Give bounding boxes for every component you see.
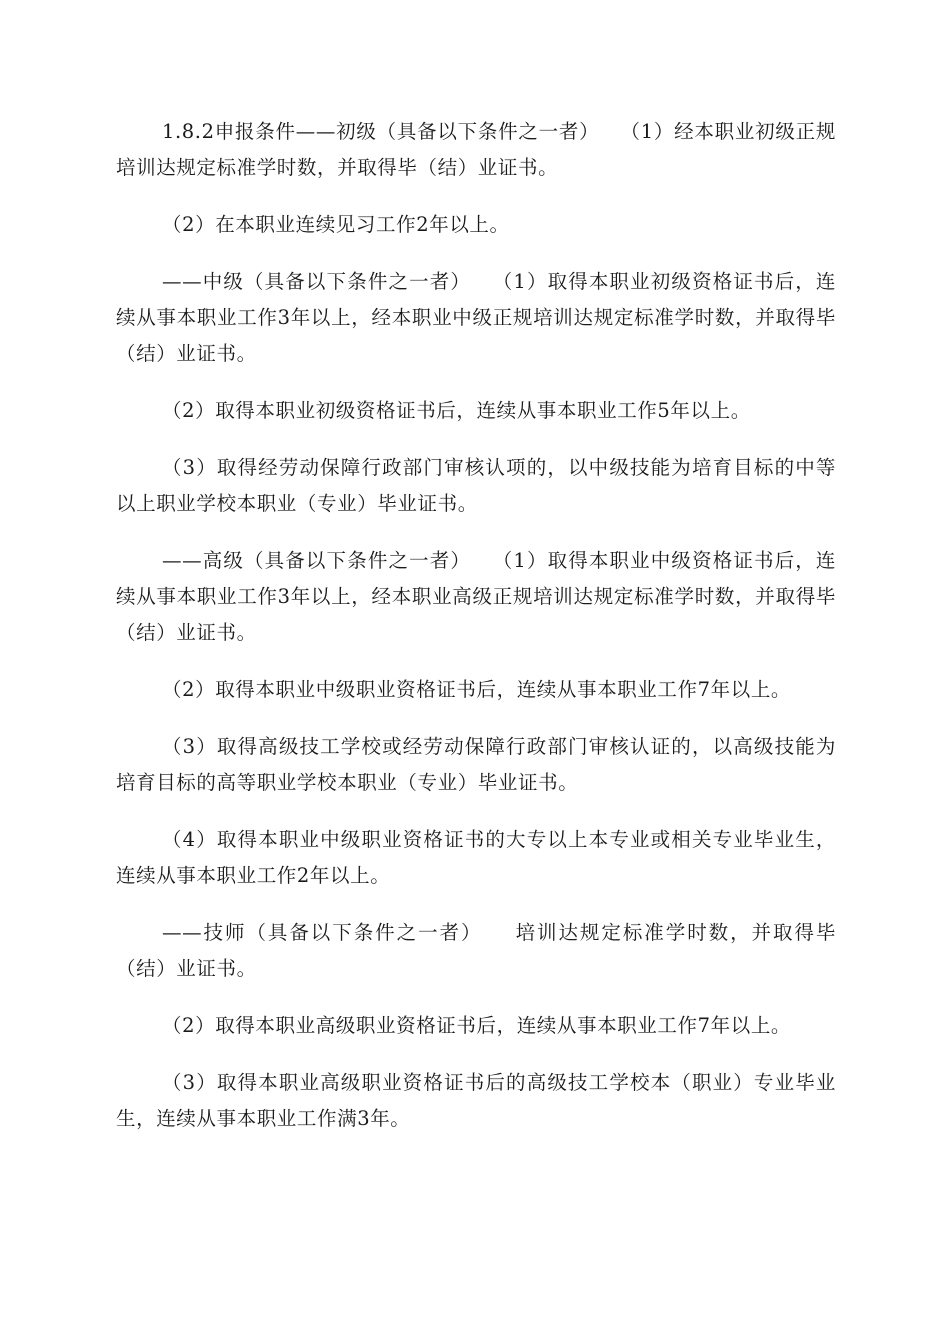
paragraph-primary-item-2: （2）在本职业连续见习工作2年以上。 [162, 213, 510, 236]
paragraph-advanced-requirements: ——高级（具备以下条件之一者） （1）取得本职业中级资格证书后，连续从事本职业工作3年以上，经本职业高级正规培训达规定标准学时数，并取得毕（结）业证书。 [116, 549, 836, 644]
paragraph-intermediate-item-2: （2）取得本职业初级资格证书后，连续从事本职业工作5年以上。 [162, 399, 751, 422]
paragraph-technician-item-3: （3）取得本职业高级职业资格证书后的高级技工学校本（职业）专业毕业生，连续从事本职业工作满3年。 [116, 1071, 836, 1130]
paragraph-intermediate-item-3: （3）取得经劳动保障行政部门审核认项的，以中级技能为培育目标的中等以上职业学校本职业（专业）毕业证书。 [116, 456, 836, 515]
document-body [116, 114, 836, 1158]
paragraph-advanced-item-4: （4）取得本职业中级职业资格证书的大专以上本专业或相关专业毕业生，连续从事本职业工作2年以上。 [116, 828, 836, 887]
paragraph-advanced-item-2: （2）取得本职业中级职业资格证书后，连续从事本职业工作7年以上。 [162, 678, 792, 701]
paragraph-advanced-item-3: （3）取得高级技工学校或经劳动保障行政部门审核认证的，以高级技能为培育目标的高等职业学校本职业（专业）毕业证书。 [116, 735, 836, 794]
paragraph-intermediate-requirements: ——中级（具备以下条件之一者） （1）取得本职业初级资格证书后，连续从事本职业工作3年以上，经本职业中级正规培训达规定标准学时数，并取得毕（结）业证书。 [116, 270, 836, 365]
paragraph-technician-requirements: ——技师（具备以下条件之一者） 培训达规定标准学时数，并取得毕（结）业证书。 [116, 921, 836, 980]
paragraph-primary-requirements: 1.8.2申报条件——初级（具备以下条件之一者） （1）经本职业初级正规培训达规定标准学时数，并取得毕（结）业证书。 [116, 120, 836, 179]
paragraph-technician-item-2: （2）取得本职业高级职业资格证书后，连续从事本职业工作7年以上。 [162, 1014, 792, 1037]
